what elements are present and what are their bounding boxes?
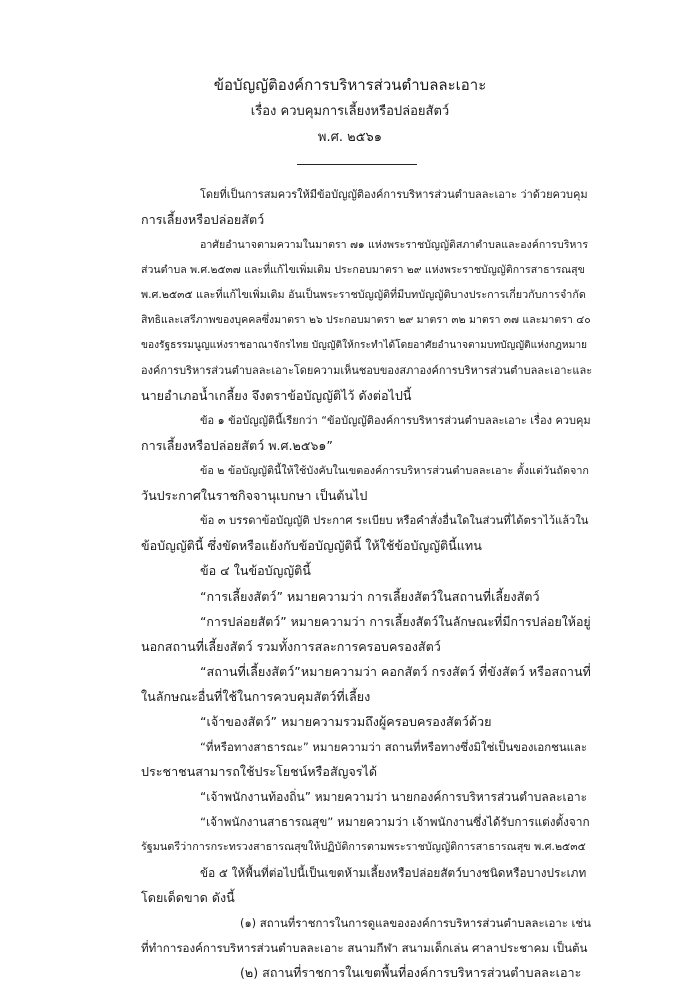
authority-line: นายอำเภอน้ำเกลี้ยง จึงตราข้อบัญญัติไว้ ดังต่อไปนี้ [141, 387, 412, 403]
clause-1: การเลี้ยงหรือปล่อยสัตว์ พ.ศ.๒๕๖๑” [141, 437, 333, 453]
authority-line: สิทธิและเสรีภาพของบุคคลซึ่งมาตรา ๒๖ ประกอบมาตรา ๒๙ มาตรา ๓๒ มาตรา ๓๗ และมาตรา ๔๐ [141, 314, 591, 327]
definition-line: ประชาชนสามารถใช้ประโยชน์หรือสัญจรได้ [141, 764, 378, 780]
preamble-line: โดยที่เป็นการสมควรให้มีข้อบัญญัติองค์การบริหารส่วนตำบลละเอาะ ว่าด้วยควบคุม [200, 188, 588, 201]
title-divider [297, 164, 417, 165]
definition-line: “การเลี้ยงสัตว์” หมายความว่า การเลี้ยงสัตว์ในสถานที่เลี้ยงสัตว์ [200, 588, 540, 604]
document-year: พ.ศ. ๒๕๖๑ [317, 130, 383, 145]
clause-3: ข้อ ๓ บรรดาข้อบัญญัติ ประกาศ ระเบียบ หรือคำสั่งอื่นใดในส่วนที่ได้ตราไว้แล้วใน [200, 514, 589, 528]
definition-line: รัฐมนตรีว่าการกระทรวงสาธารณสุขให้ปฏิบัติการตามพระราชบัญญัติการสาธารณสุข พ.ศ.๒๕๓๕ [141, 840, 586, 854]
clause-4: ข้อ ๔ ในข้อบัญญัตินี้ [200, 563, 311, 579]
authority-line: ของรัฐธรรมนูญแห่งราชอาณาจักรไทย บัญญัติให้กระทำได้โดยอาศัยอำนาจตามบทบัญญัติแห่งกฎหมาย [141, 339, 588, 351]
clause-5: โดยเด็ดขาด ดังนี้ [141, 889, 235, 905]
definition-line: “ที่หรือทางสาธารณะ” หมายความว่า สถานที่หรือทางซึ่งมิใช่เป็นของเอกชนและ [200, 740, 588, 755]
document-subject: เรื่อง ควบคุมการเลี้ยงหรือปล่อยสัตว์ [250, 104, 450, 119]
definition-line: ในลักษณะอื่นที่ใช้ในการควบคุมสัตว์ที่เลี้ยง [141, 688, 371, 704]
authority-line: องค์การบริหารส่วนตำบลละเอาะโดยความเห็นชอบของสภาองค์การบริหารส่วนตำบลละเอาะและ [141, 363, 593, 377]
definition-line: “เจ้าพนักงานท้องถิ่น” หมายความว่า นายกองค์การบริหารส่วนตำบลละเอาะ [200, 790, 588, 805]
list-item-1: (๑) สถานที่ราชการในการดูแลขององค์การบริหารส่วนตำบลละเอาะ เช่น [240, 915, 591, 930]
definition-line: “เจ้าของสัตว์” หมายความรวมถึงผู้ครอบครองสัตว์ด้วย [200, 713, 492, 729]
definition-line: “เจ้าพนักงานสาธารณสุข” หมายความว่า เจ้าพนักงานซึ่งได้รับการแต่งตั้งจาก [200, 815, 590, 830]
preamble-line: การเลี้ยงหรือปล่อยสัตว์ [141, 212, 265, 228]
authority-line: อาศัยอำนาจตามความในมาตรา ๗๑ แห่งพระราชบัญญัติสภาตำบลและองค์การบริหาร [200, 239, 589, 252]
list-item-2: (๒) สถานที่ราชการในเขตพื้นที่องค์การบริหารส่วนตำบลละเอาะ [240, 964, 582, 980]
authority-line: ส่วนตำบล พ.ศ.๒๕๓๗ และที่แก้ไขเพิ่มเติม ประกอบมาตรา ๒๙ แห่งพระราชบัญญัติการสาธารณสุข [141, 264, 585, 277]
definition-line: “สถานที่เลี้ยงสัตว์”หมายความว่า คอกสัตว์ กรงสัตว์ ที่ขังสัตว์ หรือสถานที่ [200, 663, 591, 679]
clause-2: วันประกาศในราชกิจจานุเบกษา เป็นต้นไป [141, 488, 368, 504]
clause-2: ข้อ ๒ ข้อบัญญัตินี้ให้ใช้บังคับในเขตองค์การบริหารส่วนตำบลละเอาะ ตั้งแต่วันถัดจาก [200, 464, 589, 478]
clause-1: ข้อ ๑ ข้อบัญญัตินี้เรียกว่า “ข้อบัญญัติองค์การบริหารส่วนตำบลละเอาะ เรื่อง ควบคุม [200, 413, 591, 427]
clause-5: ข้อ ๕ ให้พื้นที่ต่อไปนี้เป็นเขตห้ามเลี้ยงหรือปล่อยสัตว์บางชนิดหรือบางประเภท [200, 865, 587, 880]
document-title: ข้อบัญญัติองค์การบริหารส่วนตำบลละเอาะ [213, 76, 487, 94]
definition-line: นอกสถานที่เลี้ยงสัตว์ รวมทั้งการสละการครอบครองสัตว์ [141, 638, 441, 654]
authority-line: พ.ศ.๒๕๓๕ และที่แก้ไขเพิ่มเติม อันเป็นพระราชบัญญัติที่มีบทบัญญัติบางประการเกี่ยวกับการจำกัด [141, 288, 586, 302]
list-item-1: ที่ทำการองค์การบริหารส่วนตำบลละเอาะ สนามกีฬา สนามเด็กเล่น ศาลาประชาคม เป็นต้น [141, 940, 588, 955]
clause-3: ข้อบัญญัตินี้ ซึ่งขัดหรือแย้งกับข้อบัญญัตินี้ ให้ใช้ข้อบัญญัตินี้แทน [141, 538, 482, 554]
definition-line: “การปล่อยสัตว์” หมายความว่า การเลี้ยงสัตว์ในลักษณะที่มีการปล่อยให้อยู่ [200, 613, 591, 629]
